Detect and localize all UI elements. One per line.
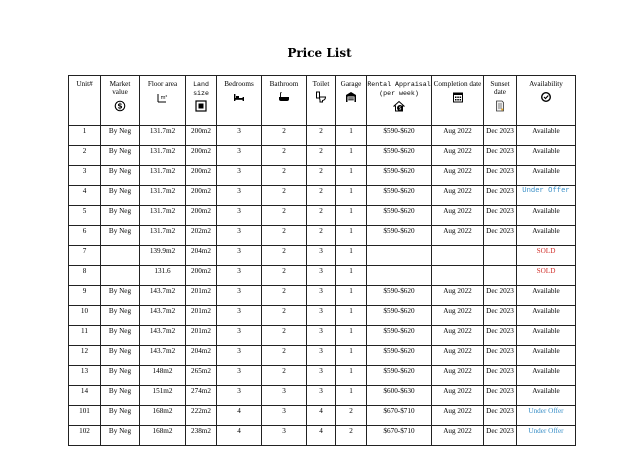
cell-sunset-date: Dec 2023 xyxy=(484,326,517,346)
cell-rental-appraisal: $670-$710 xyxy=(367,406,432,426)
cell-land-size: 222m2 xyxy=(186,406,217,426)
house-dollar-icon xyxy=(393,100,405,112)
cell-rental-appraisal: $590-$620 xyxy=(367,186,432,206)
cell-rental-appraisal: $590-$620 xyxy=(367,346,432,366)
cell-bedrooms: 3 xyxy=(217,126,262,146)
header-floor-label: Floor area xyxy=(147,80,178,88)
cell-bedrooms: 3 xyxy=(217,366,262,386)
cell-land-size: 200m2 xyxy=(186,186,217,206)
cell-bedrooms: 3 xyxy=(217,206,262,226)
cell-toilet: 2 xyxy=(307,146,336,166)
svg-text:$: $ xyxy=(117,101,123,111)
bed-icon xyxy=(233,91,245,103)
cell-floor-area: 168m2 xyxy=(140,426,186,446)
cell-toilet: 2 xyxy=(307,206,336,226)
cell-unit: 101 xyxy=(69,406,101,426)
cell-completion-date: Aug 2022 xyxy=(432,306,484,326)
cell-rental-appraisal: $600-$630 xyxy=(367,386,432,406)
cell-land-size: 204m2 xyxy=(186,246,217,266)
cell-availability: Available xyxy=(517,386,576,406)
cell-availability: SOLD xyxy=(517,246,576,266)
cell-floor-area: 143.7m2 xyxy=(140,326,186,346)
cell-toilet: 3 xyxy=(307,366,336,386)
cell-market-value xyxy=(101,246,140,266)
cell-sunset-date: Dec 2023 xyxy=(484,126,517,146)
cell-rental-appraisal: $590-$620 xyxy=(367,126,432,146)
cell-floor-area: 131.7m2 xyxy=(140,166,186,186)
cell-unit: 10 xyxy=(69,306,101,326)
cell-completion-date xyxy=(432,246,484,266)
cell-completion-date: Aug 2022 xyxy=(432,286,484,306)
header-completion-label: Completion date xyxy=(433,80,482,88)
cell-garage: 1 xyxy=(336,186,367,206)
table-row xyxy=(69,226,576,246)
header-garage xyxy=(336,76,367,126)
header-bathroom-label: Bathroom xyxy=(269,80,299,88)
cell-availability: Available xyxy=(517,306,576,326)
header-market-label: Market value xyxy=(109,80,131,97)
garage-icon xyxy=(345,91,357,103)
table-row xyxy=(69,246,576,266)
cell-rental-appraisal: $590-$620 xyxy=(367,146,432,166)
cell-sunset-date: Dec 2023 xyxy=(484,146,517,166)
cell-unit: 9 xyxy=(69,286,101,306)
cell-garage: 1 xyxy=(336,266,367,286)
header-floor-area xyxy=(140,76,186,126)
cell-land-size: 265m2 xyxy=(186,366,217,386)
cell-bedrooms: 3 xyxy=(217,386,262,406)
cell-garage: 1 xyxy=(336,246,367,266)
table-row xyxy=(69,346,576,366)
cell-market-value: By Neg xyxy=(101,306,140,326)
cell-unit: 11 xyxy=(69,326,101,346)
cell-completion-date: Aug 2022 xyxy=(432,346,484,366)
price-list-table xyxy=(68,75,576,446)
cell-garage: 1 xyxy=(336,386,367,406)
cell-market-value: By Neg xyxy=(101,146,140,166)
cell-toilet: 2 xyxy=(307,186,336,206)
cell-sunset-date: Dec 2023 xyxy=(484,286,517,306)
table-row xyxy=(69,186,576,206)
cell-bedrooms: 3 xyxy=(217,266,262,286)
cell-availability: Under Offer xyxy=(517,426,576,446)
header-sunset-date xyxy=(484,76,517,126)
cell-sunset-date: Dec 2023 xyxy=(484,386,517,406)
cell-market-value: By Neg xyxy=(101,186,140,206)
cell-completion-date: Aug 2022 xyxy=(432,186,484,206)
cell-bathroom: 3 xyxy=(262,426,307,446)
table-row xyxy=(69,326,576,346)
header-rental-appraisal xyxy=(367,76,432,126)
cell-completion-date: Aug 2022 xyxy=(432,226,484,246)
cell-toilet: 3 xyxy=(307,306,336,326)
cell-toilet: 3 xyxy=(307,246,336,266)
cell-garage: 1 xyxy=(336,306,367,326)
cell-bedrooms: 3 xyxy=(217,286,262,306)
svg-text:m²: m² xyxy=(160,95,167,102)
cell-land-size: 200m2 xyxy=(186,266,217,286)
cell-rental-appraisal xyxy=(367,246,432,266)
cell-availability: Under Offer xyxy=(517,186,576,206)
header-availability-label: Availability xyxy=(529,80,563,88)
cell-garage: 1 xyxy=(336,366,367,386)
cell-sunset-date: Dec 2023 xyxy=(484,306,517,326)
cell-unit: 14 xyxy=(69,386,101,406)
cell-bedrooms: 3 xyxy=(217,346,262,366)
cell-completion-date: Aug 2022 xyxy=(432,126,484,146)
cell-bathroom: 2 xyxy=(262,146,307,166)
cell-sunset-date: Dec 2023 xyxy=(484,226,517,246)
toilet-icon xyxy=(315,91,327,103)
cell-floor-area: 139.9m2 xyxy=(140,246,186,266)
cell-bathroom: 2 xyxy=(262,326,307,346)
cell-land-size: 202m2 xyxy=(186,226,217,246)
cell-availability: Available xyxy=(517,206,576,226)
cell-toilet: 3 xyxy=(307,266,336,286)
cell-rental-appraisal: $590-$620 xyxy=(367,306,432,326)
cell-land-size: 204m2 xyxy=(186,346,217,366)
cell-bathroom: 2 xyxy=(262,346,307,366)
table-row xyxy=(69,366,576,386)
cell-completion-date: Aug 2022 xyxy=(432,426,484,446)
cell-availability: Under Offer xyxy=(517,406,576,426)
cell-completion-date: Aug 2022 xyxy=(432,366,484,386)
cell-bathroom: 2 xyxy=(262,286,307,306)
cell-floor-area: 131.7m2 xyxy=(140,186,186,206)
cell-land-size: 201m2 xyxy=(186,326,217,346)
cell-toilet: 3 xyxy=(307,386,336,406)
cell-floor-area: 151m2 xyxy=(140,386,186,406)
cell-market-value xyxy=(101,266,140,286)
cell-garage: 2 xyxy=(336,406,367,426)
cell-garage: 1 xyxy=(336,166,367,186)
cell-market-value: By Neg xyxy=(101,366,140,386)
header-bedrooms-label: Bedrooms xyxy=(224,80,254,88)
cell-market-value: By Neg xyxy=(101,226,140,246)
cell-rental-appraisal: $590-$620 xyxy=(367,166,432,186)
cell-unit: 8 xyxy=(69,266,101,286)
cell-toilet: 4 xyxy=(307,426,336,446)
cell-unit: 2 xyxy=(69,146,101,166)
header-availability xyxy=(517,76,576,126)
cell-market-value: By Neg xyxy=(101,126,140,146)
cell-market-value: By Neg xyxy=(101,406,140,426)
cell-land-size: 200m2 xyxy=(186,146,217,166)
table-row xyxy=(69,306,576,326)
cell-floor-area: 131.7m2 xyxy=(140,126,186,146)
cell-rental-appraisal: $590-$620 xyxy=(367,326,432,346)
check-badge-icon xyxy=(540,91,552,103)
table-row xyxy=(69,166,576,186)
table-row xyxy=(69,146,576,166)
cell-completion-date: Aug 2022 xyxy=(432,206,484,226)
cell-bathroom: 3 xyxy=(262,406,307,426)
cell-bathroom: 2 xyxy=(262,166,307,186)
cell-garage: 1 xyxy=(336,206,367,226)
cell-unit: 6 xyxy=(69,226,101,246)
cell-floor-area: 131.7m2 xyxy=(140,226,186,246)
cell-toilet: 3 xyxy=(307,346,336,366)
cell-bedrooms: 3 xyxy=(217,186,262,206)
cell-availability: Available xyxy=(517,146,576,166)
cell-toilet: 2 xyxy=(307,226,336,246)
header-bedrooms xyxy=(217,76,262,126)
table-row xyxy=(69,126,576,146)
cell-rental-appraisal: $590-$620 xyxy=(367,226,432,246)
cell-unit: 102 xyxy=(69,426,101,446)
cell-unit: 13 xyxy=(69,366,101,386)
cell-unit: 4 xyxy=(69,186,101,206)
cell-bathroom: 2 xyxy=(262,266,307,286)
cell-sunset-date xyxy=(484,246,517,266)
cell-garage: 1 xyxy=(336,326,367,346)
bathtub-icon xyxy=(278,91,290,103)
document-icon xyxy=(494,100,506,112)
cell-floor-area: 131.6 xyxy=(140,266,186,286)
cell-bathroom: 3 xyxy=(262,386,307,406)
cell-toilet: 4 xyxy=(307,406,336,426)
cell-unit: 1 xyxy=(69,126,101,146)
header-completion-date xyxy=(432,76,484,126)
cell-land-size: 201m2 xyxy=(186,306,217,326)
table-row xyxy=(69,386,576,406)
cell-toilet: 2 xyxy=(307,126,336,146)
cell-floor-area: 131.7m2 xyxy=(140,146,186,166)
page-title: Price List xyxy=(287,46,352,60)
cell-toilet: 3 xyxy=(307,286,336,306)
cell-bathroom: 2 xyxy=(262,366,307,386)
cell-completion-date: Aug 2022 xyxy=(432,406,484,426)
cell-completion-date: Aug 2022 xyxy=(432,166,484,186)
cell-unit: 12 xyxy=(69,346,101,366)
cell-availability: Available xyxy=(517,226,576,246)
cell-availability: Available xyxy=(517,366,576,386)
header-land-label: Land size xyxy=(193,81,209,97)
cell-floor-area: 131.7m2 xyxy=(140,206,186,226)
cell-garage: 1 xyxy=(336,226,367,246)
cell-unit: 5 xyxy=(69,206,101,226)
cell-rental-appraisal xyxy=(367,266,432,286)
header-unit-label: Unit# xyxy=(76,80,93,88)
cell-rental-appraisal: $670-$710 xyxy=(367,426,432,446)
cell-availability: Available xyxy=(517,346,576,366)
header-bathroom xyxy=(262,76,307,126)
header-sunset-label: Sunset date xyxy=(490,80,510,97)
cell-market-value: By Neg xyxy=(101,286,140,306)
cell-land-size: 200m2 xyxy=(186,126,217,146)
table-row xyxy=(69,286,576,306)
cell-unit: 3 xyxy=(69,166,101,186)
cell-market-value: By Neg xyxy=(101,346,140,366)
cell-land-size: 274m2 xyxy=(186,386,217,406)
cell-bedrooms: 3 xyxy=(217,166,262,186)
table-row xyxy=(69,266,576,286)
cell-completion-date xyxy=(432,266,484,286)
cell-garage: 1 xyxy=(336,286,367,306)
cell-completion-date: Aug 2022 xyxy=(432,326,484,346)
cell-availability: Available xyxy=(517,326,576,346)
cell-unit: 7 xyxy=(69,246,101,266)
cell-sunset-date: Dec 2023 xyxy=(484,406,517,426)
cell-market-value: By Neg xyxy=(101,166,140,186)
cell-sunset-date: Dec 2023 xyxy=(484,206,517,226)
table-row xyxy=(69,426,576,446)
cell-bathroom: 2 xyxy=(262,186,307,206)
table-row xyxy=(69,206,576,226)
cell-bathroom: 2 xyxy=(262,126,307,146)
cell-sunset-date: Dec 2023 xyxy=(484,366,517,386)
cell-sunset-date: Dec 2023 xyxy=(484,346,517,366)
land-size-icon xyxy=(195,100,207,112)
cell-availability: Available xyxy=(517,126,576,146)
header-toilet-label: Toilet xyxy=(312,80,330,88)
cell-bedrooms: 4 xyxy=(217,406,262,426)
cell-garage: 1 xyxy=(336,346,367,366)
cell-market-value: By Neg xyxy=(101,386,140,406)
cell-land-size: 238m2 xyxy=(186,426,217,446)
cell-bedrooms: 3 xyxy=(217,306,262,326)
cell-toilet: 3 xyxy=(307,326,336,346)
cell-market-value: By Neg xyxy=(101,426,140,446)
header-unit xyxy=(69,76,101,126)
cell-sunset-date: Dec 2023 xyxy=(484,166,517,186)
cell-land-size: 200m2 xyxy=(186,166,217,186)
header-toilet xyxy=(307,76,336,126)
cell-land-size: 201m2 xyxy=(186,286,217,306)
header-land-size xyxy=(186,76,217,126)
cell-floor-area: 143.7m2 xyxy=(140,346,186,366)
cell-market-value: By Neg xyxy=(101,206,140,226)
cell-bedrooms: 3 xyxy=(217,246,262,266)
floor-area-icon xyxy=(157,91,169,103)
header-market-value xyxy=(101,76,140,126)
cell-garage: 1 xyxy=(336,146,367,166)
cell-sunset-date: Dec 2023 xyxy=(484,186,517,206)
cell-completion-date: Aug 2022 xyxy=(432,146,484,166)
cell-bedrooms: 3 xyxy=(217,226,262,246)
header-row xyxy=(69,76,576,126)
cell-rental-appraisal: $590-$620 xyxy=(367,206,432,226)
cell-bathroom: 2 xyxy=(262,226,307,246)
cell-toilet: 2 xyxy=(307,166,336,186)
header-garage-label: Garage xyxy=(340,80,362,88)
table-row xyxy=(69,406,576,426)
cell-bathroom: 2 xyxy=(262,206,307,226)
header-rental-label: Rental Appraisal (per week) xyxy=(367,81,431,97)
cell-bedrooms: 3 xyxy=(217,326,262,346)
cell-floor-area: 148m2 xyxy=(140,366,186,386)
svg-text:$: $ xyxy=(398,106,402,112)
cell-rental-appraisal: $590-$620 xyxy=(367,286,432,306)
cell-floor-area: 143.7m2 xyxy=(140,286,186,306)
cell-completion-date: Aug 2022 xyxy=(432,386,484,406)
cell-availability: Available xyxy=(517,286,576,306)
dollar-coin-icon xyxy=(114,100,126,112)
cell-sunset-date: Dec 2023 xyxy=(484,426,517,446)
cell-garage: 1 xyxy=(336,126,367,146)
cell-floor-area: 168m2 xyxy=(140,406,186,426)
cell-land-size: 200m2 xyxy=(186,206,217,226)
cell-garage: 2 xyxy=(336,426,367,446)
cell-rental-appraisal: $590-$620 xyxy=(367,366,432,386)
cell-bathroom: 2 xyxy=(262,246,307,266)
cell-bedrooms: 4 xyxy=(217,426,262,446)
cell-floor-area: 143.7m2 xyxy=(140,306,186,326)
cell-availability: Available xyxy=(517,166,576,186)
cell-availability: SOLD xyxy=(517,266,576,286)
cell-sunset-date xyxy=(484,266,517,286)
calendar-icon xyxy=(452,91,464,103)
cell-bathroom: 2 xyxy=(262,306,307,326)
cell-market-value: By Neg xyxy=(101,326,140,346)
cell-bedrooms: 3 xyxy=(217,146,262,166)
